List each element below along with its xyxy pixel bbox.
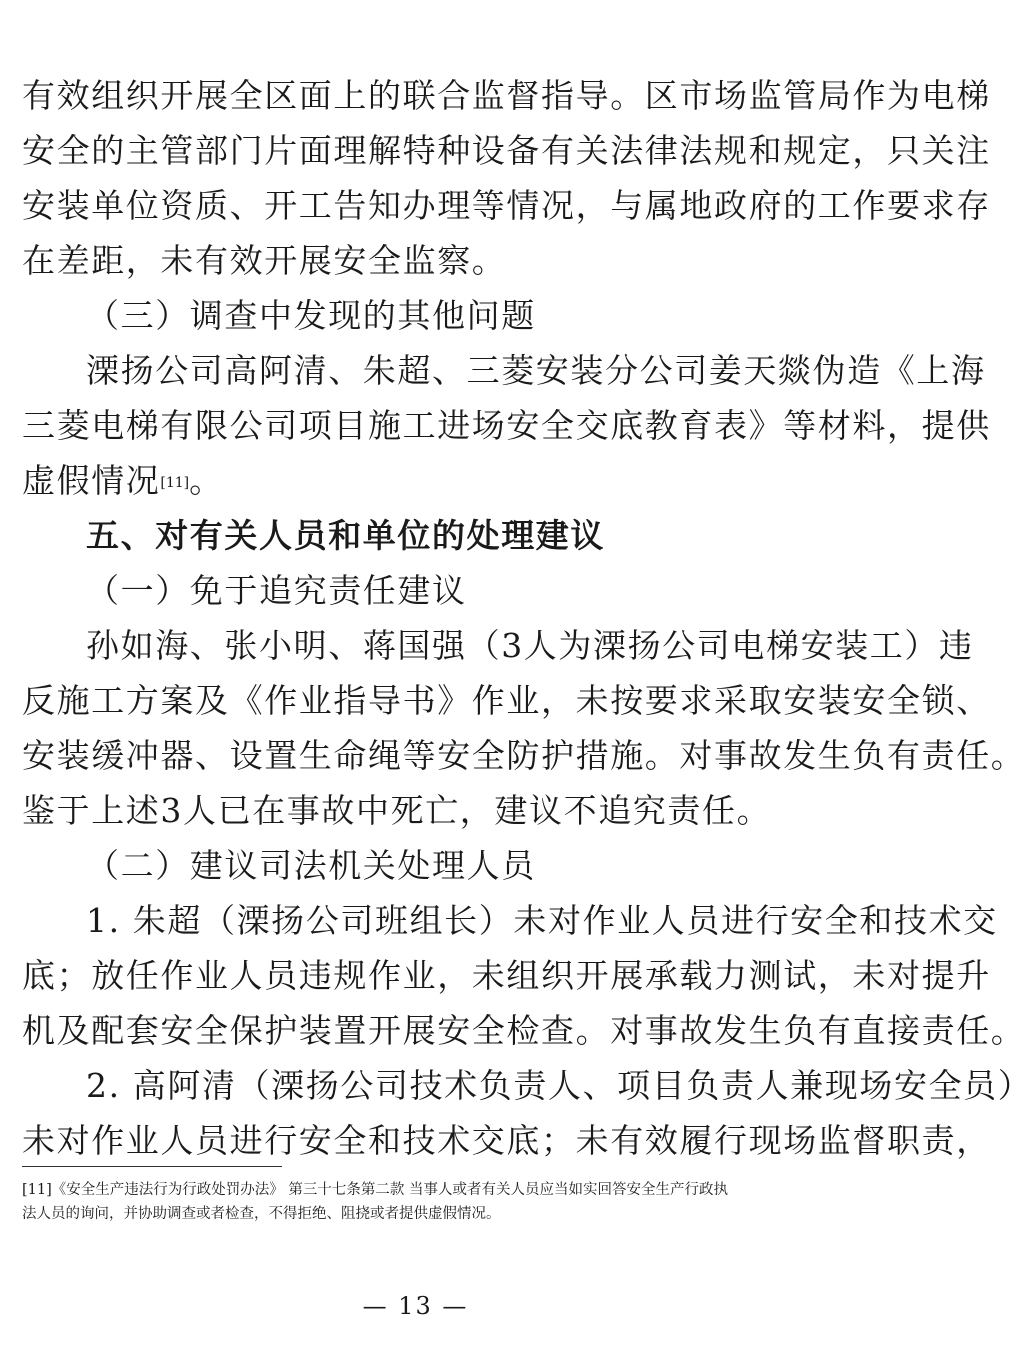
body-line: 安装单位资质、开工告知办理等情况，与属地政府的工作要求存 bbox=[22, 186, 991, 225]
list-item-line: 2. 高阿清（溧扬公司技术负责人、项目负责人兼现场安全员） bbox=[86, 1066, 1032, 1105]
paragraph-text: 虚假情况 bbox=[22, 461, 161, 500]
paragraph-text: 。 bbox=[189, 461, 224, 500]
paragraph-line: 三菱电梯有限公司项目施工进场安全交底教育表》等材料，提供 bbox=[22, 406, 991, 445]
section-heading: 五、对有关人员和单位的处理建议 bbox=[86, 516, 605, 555]
footnote-ref: [11] bbox=[160, 475, 190, 491]
paragraph-line: 鉴于上述3人已在事故中死亡，建议不追究责任。 bbox=[22, 791, 772, 830]
footnote-line: [11]《安全生产违法行为行政处罚办法》 第三十七条第二款 当事人或者有关人员应当如实回答安全生产行政执 bbox=[22, 1182, 728, 1198]
subsection-heading: （三）调查中发现的其他问题 bbox=[86, 296, 536, 335]
list-item-line: 机及配套安全保护装置开展安全检查。对事故发生负有直接责任。 bbox=[22, 1011, 1026, 1050]
paragraph-line: 溧扬公司高阿清、朱超、三菱安装分公司姜天燚伪造《上海 bbox=[86, 351, 986, 390]
list-item-line: 底；放任作业人员违规作业，未组织开展承载力测试，未对提升 bbox=[22, 956, 991, 995]
paragraph-line: 孙如海、张小明、蒋国强（3人为溧扬公司电梯安装工）违 bbox=[86, 626, 974, 665]
paragraph-line bbox=[22, 457, 822, 505]
footnote-line: 法人员的询问，并协助调查或者检查，不得拒绝、阻挠或者提供虚假情况。 bbox=[22, 1206, 501, 1222]
body-line: 有效组织开展全区面上的联合监督指导。区市场监管局作为电梯 bbox=[22, 76, 991, 115]
footnote-divider bbox=[22, 1166, 282, 1167]
subsection-heading: （二）建议司法机关处理人员 bbox=[86, 846, 536, 885]
paragraph-line: 安装缓冲器、设置生命绳等安全防护措施。对事故发生负有责任。 bbox=[22, 736, 1026, 775]
subsection-heading: （一）免于追究责任建议 bbox=[86, 571, 467, 610]
list-item-line: 未对作业人员进行安全和技术交底；未有效履行现场监督职责， bbox=[22, 1121, 991, 1160]
page-number: — 13 — bbox=[362, 1292, 469, 1320]
paragraph-line: 反施工方案及《作业指导书》作业，未按要求采取安装安全锁、 bbox=[22, 681, 991, 720]
body-line: 在差距，未有效开展安全监察。 bbox=[22, 241, 507, 280]
body-line: 安全的主管部门片面理解特种设备有关法律法规和规定，只关注 bbox=[22, 131, 991, 170]
list-item-line: 1. 朱超（溧扬公司班组长）未对作业人员进行安全和技术交 bbox=[86, 901, 998, 940]
